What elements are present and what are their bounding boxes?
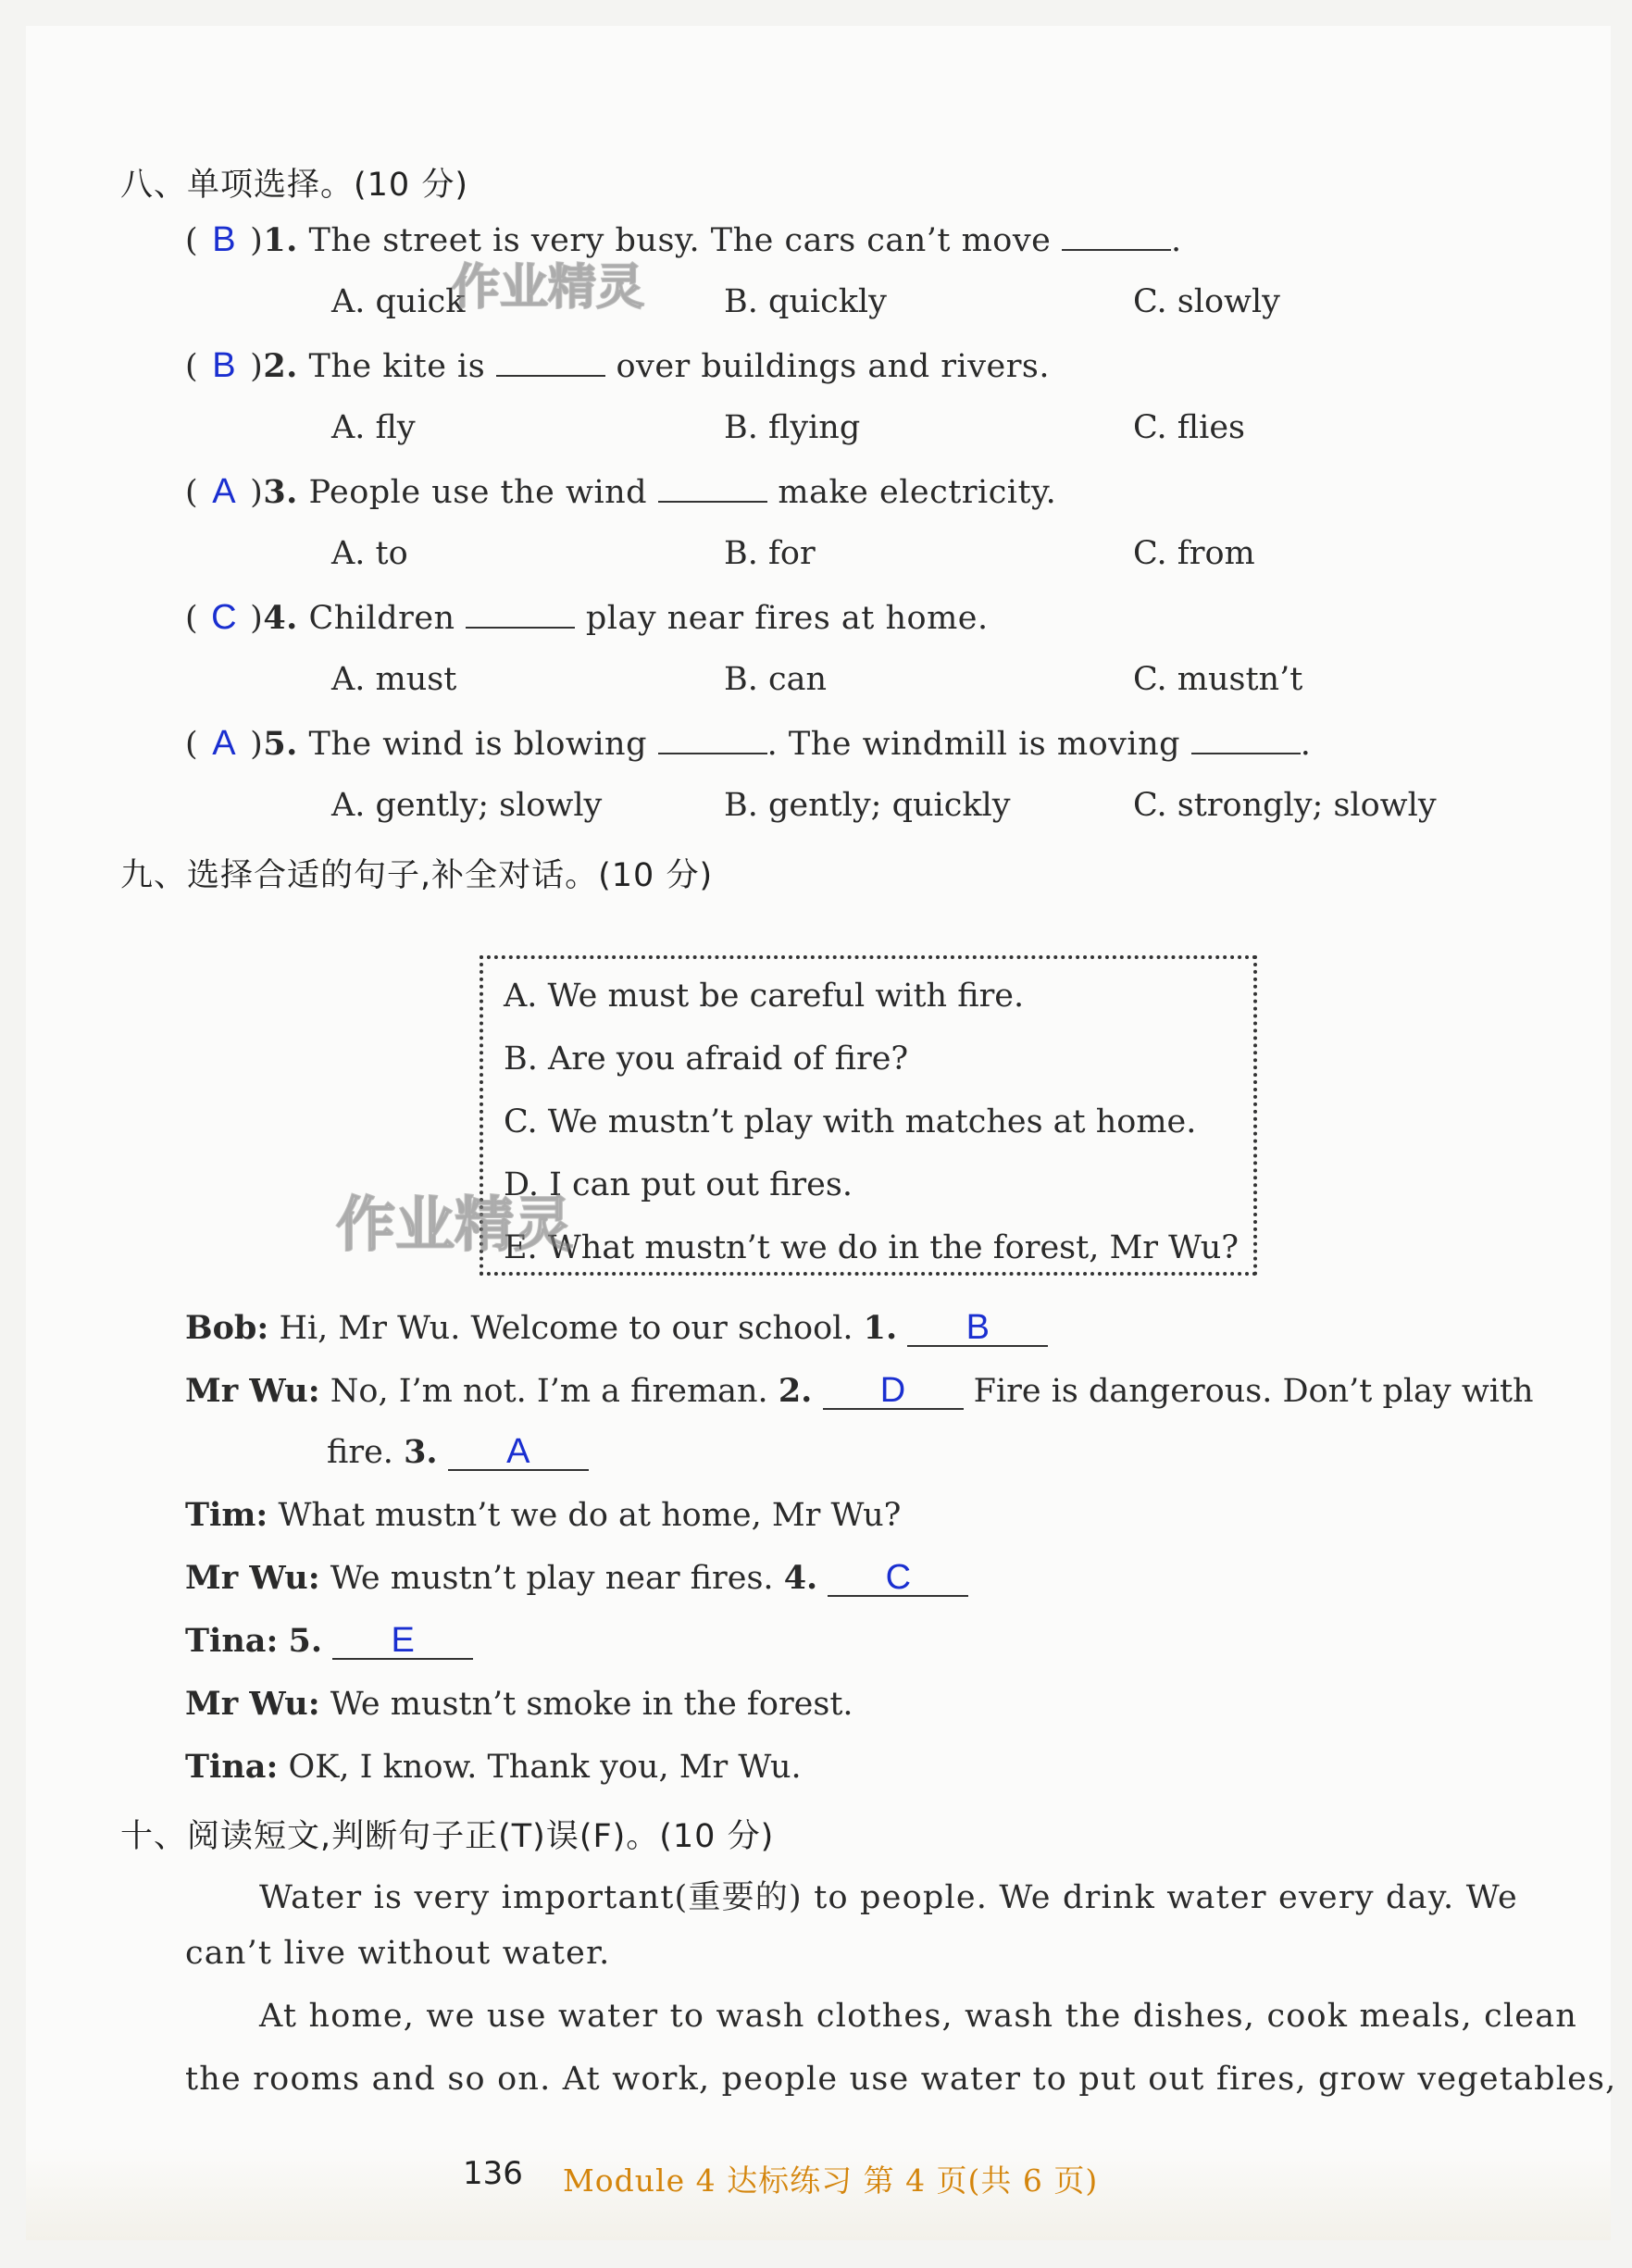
option-c: C. slowly: [1133, 283, 1280, 320]
worksheet-page: [26, 26, 1617, 2240]
answer-blank-5: E: [332, 1623, 473, 1660]
dialogue-line-2: Mr Wu: No, I’m not. I’m a fireman. 2. D Fire is dangerous. Don’t play with: [185, 1371, 1534, 1410]
box-item-b: B. Are you afraid of fire?: [504, 1041, 909, 1078]
dialogue-line-5: Tina: 5. E: [185, 1622, 473, 1660]
options-box: [480, 955, 1257, 1276]
option-c: C. flies: [1133, 409, 1245, 446]
answer-3: A: [212, 472, 237, 511]
option-c: C. from: [1133, 535, 1255, 572]
box-item-a: A. We must be careful with fire.: [504, 978, 1025, 1015]
blank: [496, 347, 605, 377]
footer-label: Module 4 达标练习 第 4 页(共 6 页): [563, 2162, 1099, 2199]
blank: [466, 599, 575, 629]
box-item-e: E. What mustn’t we do in the forest, Mr Wu?: [504, 1229, 1239, 1266]
option-b: B. gently; quickly: [724, 787, 1011, 824]
question-5: ( A )5. The wind is blowing . The windmill is moving .: [185, 724, 1312, 763]
answer-blank-4: C: [828, 1560, 968, 1597]
passage-line-1: Water is very important(重要的) to people. We drink water every day. We: [259, 1879, 1518, 1916]
answer-blank-2: D: [823, 1373, 964, 1410]
watermark-logo: 作业精灵: [336, 1191, 573, 1260]
option-b: B. flying: [724, 409, 861, 446]
blank: [1062, 221, 1171, 251]
dialogue-line-2-cont: fire. 3. A: [327, 1433, 589, 1471]
option-b: B. quickly: [724, 283, 887, 320]
passage-line-3: At home, we use water to wash clothes, wash the dishes, cook meals, clean: [259, 1998, 1578, 2035]
question-2: ( B )2. The kite is over buildings and rivers.: [185, 346, 1051, 385]
option-a: A. must: [331, 661, 457, 698]
answer-4: C: [211, 598, 238, 637]
box-item-d: D. I can put out fires.: [504, 1166, 853, 1203]
blank: [658, 473, 767, 503]
watermark-logo: 作业精灵: [452, 260, 645, 316]
dialogue-line-7: Tina: OK, I know. Thank you, Mr Wu.: [185, 1748, 802, 1786]
option-b: B. for: [724, 535, 816, 572]
answer-5: A: [212, 724, 237, 763]
answer-blank-3: A: [448, 1434, 589, 1471]
box-item-c: C. We mustn’t play with matches at home.: [504, 1103, 1197, 1140]
section-9-title: 九、选择合适的句子,补全对话。(10 分): [120, 857, 714, 894]
passage-line-2: can’t live without water.: [185, 1935, 611, 1972]
question-1: ( B )1. The street is very busy. The cars can’t move .: [185, 220, 1182, 259]
answer-1: B: [212, 220, 237, 259]
option-a: A. to: [331, 535, 408, 572]
dialogue-line-3: Tim: What mustn’t we do at home, Mr Wu?: [185, 1496, 902, 1534]
dialogue-line-6: Mr Wu: We mustn’t smoke in the forest.: [185, 1685, 853, 1723]
dialogue-line-1: Bob: Hi, Mr Wu. Welcome to our school. 1. B: [185, 1309, 1048, 1347]
question-4: ( C )4. Children play near fires at home.: [185, 598, 989, 637]
section-10-title: 十、阅读短文,判断句子正(T)误(F)。(10 分): [120, 1818, 775, 1855]
answer-2: B: [212, 346, 237, 385]
dialogue-line-4: Mr Wu: We mustn’t play near fires. 4. C: [185, 1559, 968, 1597]
passage-line-4: the rooms and so on. At work, people use water to put out fires, grow vegetables,: [185, 2061, 1617, 2098]
question-3: ( A )3. People use the wind make electricity.: [185, 472, 1057, 511]
option-c: C. strongly; slowly: [1133, 787, 1437, 824]
option-c: C. mustn’t: [1133, 661, 1303, 698]
option-a: A. gently; slowly: [331, 787, 603, 824]
option-a: A. quick: [331, 283, 466, 320]
answer-blank-1: B: [907, 1310, 1048, 1347]
blank: [1191, 725, 1301, 754]
option-b: B. can: [724, 661, 827, 698]
page-number: 136: [463, 2155, 523, 2192]
section-8-title: 八、单项选择。(10 分): [120, 167, 468, 204]
option-a: A. fly: [331, 409, 416, 446]
blank: [658, 725, 767, 754]
